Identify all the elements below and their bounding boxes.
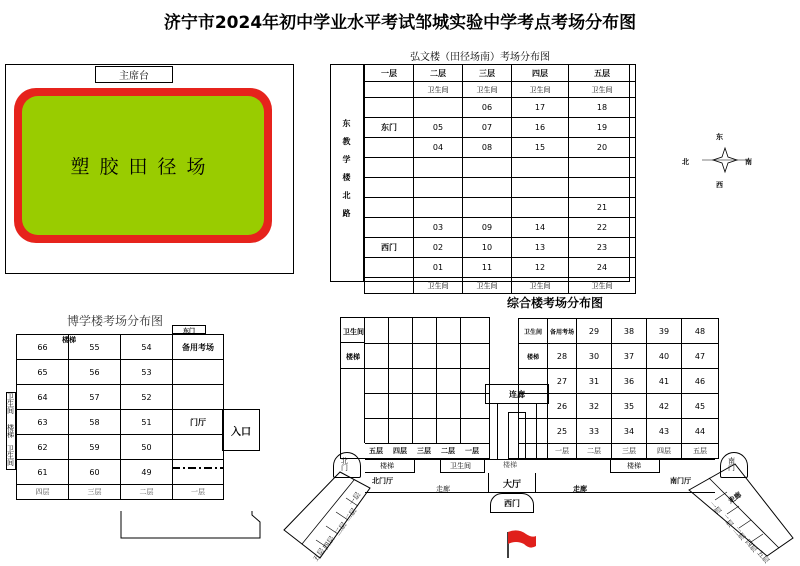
zonghe-right-wing-floor: 一层: [707, 500, 723, 516]
boxue-room-cell: [173, 435, 224, 460]
hongwen-row: [365, 138, 636, 158]
zonghe-left-stairs: 楼梯: [346, 353, 360, 361]
hongwen-restroom: 卫生间: [414, 278, 463, 294]
hongwen-room-cell: [512, 178, 569, 198]
hongwen-room-cell: 01: [414, 258, 463, 278]
zonghe-left-floor-label: 四层: [393, 447, 407, 455]
zonghe-left-divider: [412, 317, 413, 443]
zonghe-left-floor-label: 五层: [369, 447, 383, 455]
zonghe-left-restroom: 卫生间: [343, 328, 364, 336]
zonghe-stairs-b: 楼梯: [627, 462, 641, 470]
zonghe-left-divider: [436, 317, 437, 443]
zonghe-right-wing-corridor: 走廊: [726, 490, 744, 506]
zonghe-left-wing-floor: 三层: [333, 520, 349, 538]
zonghe-corridor-left: 走廊: [436, 485, 450, 493]
zonghe-left-floor-label: 一层: [465, 447, 479, 455]
hongwen-room-cell: [365, 198, 414, 218]
hongwen-room-cell: 15: [512, 138, 569, 158]
zonghe-room-cell: 35: [612, 394, 647, 419]
flag-icon: [500, 528, 540, 560]
boxue-floor-label: 四层: [17, 485, 69, 500]
boxue-room-cell: 57: [69, 385, 121, 410]
zonghe-left-wing-floor: 五层: [311, 546, 327, 564]
zonghe-room-cell: 32: [577, 394, 612, 419]
hongwen-room-cell: [569, 158, 636, 178]
hongwen-room-cell: 08: [463, 138, 512, 158]
zonghe-left-wing-floor: 二层: [343, 506, 359, 524]
boxue-room-cell: 66: [17, 335, 69, 360]
zonghe-room-cell: 41: [647, 369, 682, 394]
boxue-room-cell: 62: [17, 435, 69, 460]
hongwen-room-cell: 13: [512, 238, 569, 258]
zonghe-floor-label: 五层: [682, 444, 719, 459]
hongwen-restroom: 卫生间: [512, 278, 569, 294]
hongwen-room-cell: 14: [512, 218, 569, 238]
boxue-floor-row: [17, 485, 224, 500]
boxue-east-door: [172, 325, 206, 334]
zonghe-right-wing-floor: 五层: [755, 549, 771, 565]
boxue-row: [17, 335, 224, 360]
zonghe-floor-label: 三层: [612, 444, 647, 459]
boxue-row: [17, 360, 224, 385]
boxue-room-cell: 52: [121, 385, 173, 410]
zonghe-room-cell: 备用考场: [548, 319, 577, 344]
plastic-field: 塑胶田径场: [22, 96, 264, 235]
hongwen-room-cell: 18: [569, 98, 636, 118]
zonghe-south-gate: 南门: [728, 457, 735, 472]
hongwen-room-cell: [463, 198, 512, 218]
hongwen-header-row: [365, 65, 636, 82]
hongwen-room-cell: [365, 158, 414, 178]
boxue-entrance: 入口: [222, 409, 260, 451]
hongwen-side: [330, 64, 364, 282]
boxue-row: [17, 435, 224, 460]
hongwen-room-cell: [414, 178, 463, 198]
boxue-east-door-label: 东门: [183, 328, 196, 335]
boxue-floor-label: 一层: [173, 485, 224, 500]
hongwen-restroom: 卫生间: [569, 278, 636, 294]
hongwen-room-cell: 20: [569, 138, 636, 158]
hongwen-room-cell: 23: [569, 238, 636, 258]
boxue-room-cell: 55: [69, 335, 121, 360]
hongwen-row: [365, 118, 636, 138]
hongwen-room-cell: 07: [463, 118, 512, 138]
zonghe-left-hline: [365, 393, 490, 394]
east-building-north-road-label: 东教学楼北路: [342, 119, 351, 227]
hongwen-row: [365, 98, 636, 118]
zonghe-room-cell: 27: [548, 369, 577, 394]
hongwen-room-cell: 17: [512, 98, 569, 118]
zonghe-room-cell: 44: [682, 419, 719, 444]
boxue-room-cell: [173, 385, 224, 410]
zonghe-left-hline: [365, 368, 490, 369]
zonghe-big-hall: 大厅: [488, 473, 536, 493]
hongwen-restroom: 卫生间: [569, 82, 636, 98]
zonghe-corridor: 连廊: [485, 384, 549, 404]
page-title: 济宁市2024年初中学业水平考试邹城实验中学考点考场分布图: [163, 13, 637, 33]
hongwen-floor-header: 一层: [365, 65, 414, 82]
boxue-table: [16, 334, 224, 500]
hongwen-row: [365, 218, 636, 238]
zonghe-title: 综合楼考场分布图: [506, 296, 603, 310]
hongwen-floor-header: 二层: [414, 65, 463, 82]
zonghe-room-cell: [519, 369, 548, 394]
hongwen-row: [365, 178, 636, 198]
hongwen-room-cell: 西门: [365, 238, 414, 258]
hongwen-floor-header: 三层: [463, 65, 512, 82]
hongwen-restroom: 卫生间: [463, 82, 512, 98]
zonghe-room-cell: 26: [548, 394, 577, 419]
hongwen-room-cell: 19: [569, 118, 636, 138]
zonghe-room-cell: 楼梯: [519, 344, 548, 369]
hongwen-room-cell: [463, 178, 512, 198]
zonghe-room-cell: 40: [647, 344, 682, 369]
hongwen-room-cell: [365, 218, 414, 238]
hongwen-room-cell: 03: [414, 218, 463, 238]
boxue-row: [17, 385, 224, 410]
zonghe-floor-label: 四层: [647, 444, 682, 459]
zonghe-room-cell: 39: [647, 319, 682, 344]
zonghe-room-cell: [519, 394, 548, 419]
hongwen-room-cell: [365, 98, 414, 118]
zonghe-right-wing-floor: 三层: [731, 526, 747, 542]
hongwen-room-cell: [365, 82, 414, 98]
zonghe-north-gate: 北门: [341, 457, 348, 472]
zonghe-room-cell: 28: [548, 344, 577, 369]
hongwen-restroom: 卫生间: [512, 82, 569, 98]
boxue-room-cell: 51: [121, 410, 173, 435]
hongwen-row: [365, 198, 636, 218]
boxue-room-cell: 54: [121, 335, 173, 360]
hongwen-room-cell: 东门: [365, 118, 414, 138]
hongwen-room-cell: [463, 158, 512, 178]
zonghe-hall: [365, 459, 715, 493]
boxue-title: 博学楼考场分布图: [66, 314, 163, 328]
hongwen-room-cell: 06: [463, 98, 512, 118]
hongwen-room-cell: 11: [463, 258, 512, 278]
zonghe-room-cell: 45: [682, 394, 719, 419]
zonghe-room-cell: 31: [577, 369, 612, 394]
compass-icon: [680, 130, 770, 190]
boxue-room-cell: 61: [17, 460, 69, 485]
compass-south: 南: [745, 158, 752, 166]
hongwen-title: 弘文楼（田径场南）考场分布图: [410, 52, 550, 63]
zonghe-left-wing-floor: 一层: [347, 490, 363, 508]
hongwen-room-cell: [512, 158, 569, 178]
zonghe-south-hall: 南门厅: [670, 477, 691, 485]
zonghe-left-floor-label: 三层: [417, 447, 431, 455]
zonghe-left-wing: [280, 470, 390, 560]
hongwen-restroom: 卫生间: [463, 278, 512, 294]
zonghe-table: [518, 318, 719, 459]
hongwen-room-cell: 22: [569, 218, 636, 238]
hongwen-room-cell: 05: [414, 118, 463, 138]
hongwen-floor-header: 四层: [512, 65, 569, 82]
boxue-room-cell: 50: [121, 435, 173, 460]
boxue-room-cell: [173, 360, 224, 385]
zonghe-room-cell: 33: [577, 419, 612, 444]
boxue-room-cell: 53: [121, 360, 173, 385]
hongwen-room-cell: [414, 98, 463, 118]
boxue-room-cell: 49: [121, 460, 173, 485]
boxue-room-cell: [173, 460, 224, 485]
zonghe-left-divider: [460, 317, 461, 443]
zonghe-restroom-a: 卫生间: [450, 462, 471, 470]
boxue-room-cell: 60: [69, 460, 121, 485]
boxue-row: [17, 460, 224, 485]
hongwen-floor-header: 五层: [569, 65, 636, 82]
hongwen-room-cell: 10: [463, 238, 512, 258]
zonghe-room-cell: 42: [647, 394, 682, 419]
zonghe-room-cell: 38: [612, 319, 647, 344]
zonghe-room-cell: 25: [548, 419, 577, 444]
hongwen-room-cell: [365, 178, 414, 198]
zonghe-room-cell: 29: [577, 319, 612, 344]
boxue-room-cell: 64: [17, 385, 69, 410]
hongwen-room-cell: 12: [512, 258, 569, 278]
zonghe-left-hline: [365, 418, 490, 419]
hongwen-room-cell: [414, 198, 463, 218]
zonghe-row: [519, 444, 719, 459]
zonghe-right-wing-floor: 二层: [719, 513, 735, 529]
compass-west: 西: [716, 181, 723, 189]
zonghe-left-divider: [388, 317, 389, 443]
boxue-row: [17, 410, 224, 435]
boxue-room-cell: 59: [69, 435, 121, 460]
hongwen-room-cell: 02: [414, 238, 463, 258]
zonghe-left-floor-label: 二层: [441, 447, 455, 455]
zonghe-row: [519, 419, 719, 444]
boxue-room-cell: 63: [17, 410, 69, 435]
rostrum: 主席台: [95, 66, 173, 83]
boxue-dash-line: [172, 466, 224, 470]
hongwen-room-cell: [569, 178, 636, 198]
boxue-stair-label: 楼梯: [62, 336, 76, 344]
hongwen-room-cell: [512, 198, 569, 218]
hongwen-room-cell: 21: [569, 198, 636, 218]
divider: [340, 342, 365, 343]
compass-north: 北: [682, 158, 689, 166]
hongwen-room-cell: [365, 278, 414, 294]
zonghe-room-cell: 34: [612, 419, 647, 444]
zonghe-room-cell: 卫生间: [519, 319, 548, 344]
zonghe-stairs-mid: 楼梯: [503, 461, 517, 469]
zonghe-floor-label: 二层: [577, 444, 612, 459]
hongwen-room-cell: 16: [512, 118, 569, 138]
zonghe-right-wing-floor: 四层: [743, 538, 759, 554]
boxue-floor-label: 三层: [69, 485, 121, 500]
boxue-room-cell: 备用考场: [173, 335, 224, 360]
hongwen-row: [365, 278, 636, 294]
hongwen-restroom: 卫生间: [414, 82, 463, 98]
hongwen-room-cell: [365, 138, 414, 158]
hongwen-room-cell: 24: [569, 258, 636, 278]
hongwen-room-cell: 09: [463, 218, 512, 238]
zonghe-floor-label: [519, 444, 548, 459]
divider: [340, 368, 365, 369]
zonghe-room-cell: 30: [577, 344, 612, 369]
zonghe-room-cell: 43: [647, 419, 682, 444]
zonghe-west-gate: 西门: [490, 493, 534, 513]
zonghe-room-cell: 48: [682, 319, 719, 344]
hongwen-room-cell: 04: [414, 138, 463, 158]
zonghe-left-wing-floor: 四层: [321, 534, 337, 552]
boxue-room-cell: 56: [69, 360, 121, 385]
boxue-room-cell: 65: [17, 360, 69, 385]
zonghe-room-cell: 46: [682, 369, 719, 394]
boxue-annex: [120, 510, 262, 540]
zonghe-row: [519, 394, 719, 419]
zonghe-room-cell: 47: [682, 344, 719, 369]
zonghe-left-hline: [365, 343, 490, 344]
compass-east: 东: [716, 133, 723, 141]
zonghe-corridor-right: 走廊: [573, 485, 587, 493]
boxue-stairs: 楼梯: [7, 424, 14, 439]
zonghe-room-cell: 36: [612, 369, 647, 394]
zonghe-room-cell: [519, 419, 548, 444]
boxue-room-cell: 门厅: [173, 410, 224, 435]
zonghe-row: [519, 369, 719, 394]
zonghe-north-hall: 北门厅: [372, 477, 393, 485]
hongwen-row: [365, 258, 636, 278]
hongwen-row: [365, 158, 636, 178]
zonghe-right-wing: [685, 457, 800, 560]
boxue-floor-label: 二层: [121, 485, 173, 500]
boxue-restroom-1: 卫生间: [7, 393, 14, 415]
boxue-room-cell: 58: [69, 410, 121, 435]
hongwen-row: [365, 82, 636, 98]
zonghe-row: [519, 344, 719, 369]
boxue-restroom-2: 卫生间: [7, 445, 14, 467]
zonghe-floor-label: 一层: [548, 444, 577, 459]
zonghe-row: [519, 319, 719, 344]
zonghe-stairs-a: 楼梯: [380, 462, 394, 470]
hongwen-table: [364, 64, 636, 294]
zonghe-room-cell: 37: [612, 344, 647, 369]
hongwen-room-cell: [365, 258, 414, 278]
hongwen-row: [365, 238, 636, 258]
hongwen-room-cell: [414, 158, 463, 178]
